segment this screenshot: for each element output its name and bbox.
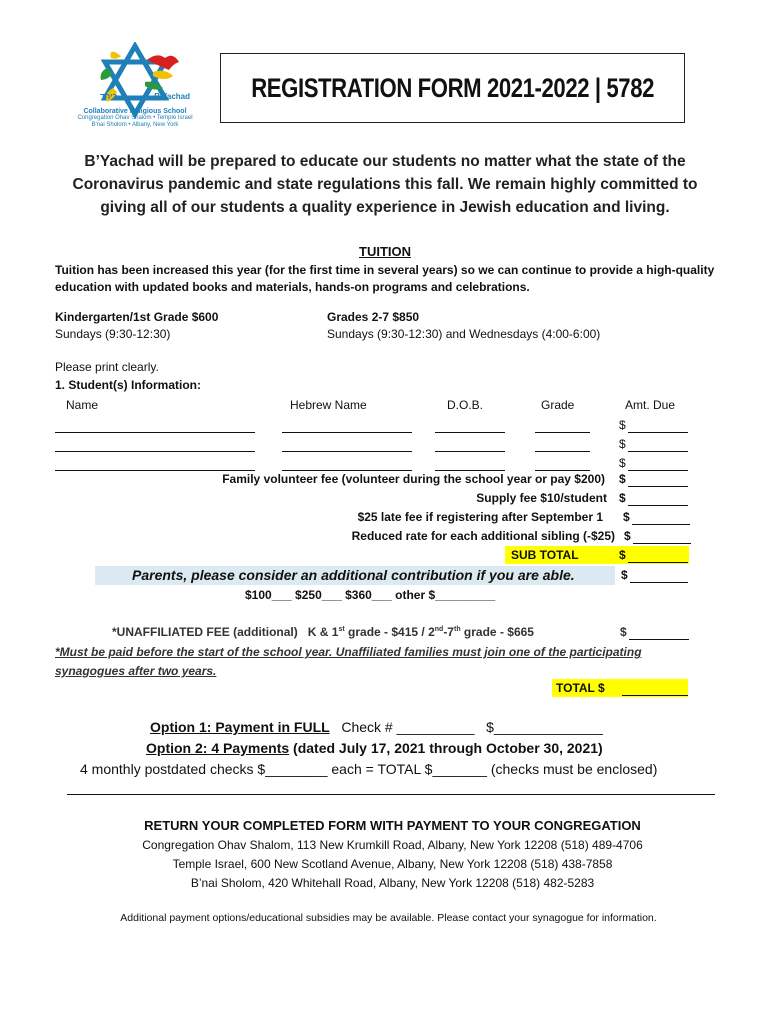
option-1-label: Option 1: Payment in FULL — [150, 719, 330, 735]
logo-caption — [60, 108, 210, 129]
congregation-ohav-shalom: Congregation Ohav Shalom, 113 New Krumkill Road, Albany, New York 12208 (518) 489-4706 — [142, 838, 643, 852]
col-grade: Grade — [541, 398, 575, 412]
form-title: REGISTRATION FORM 2021-2022 | 5782 — [251, 72, 654, 103]
student-1-grade-field[interactable] — [535, 432, 590, 433]
th-sup: th — [453, 626, 461, 633]
dash-text: -7 — [443, 625, 454, 639]
footer-note: Additional payment options/educational subsidies may be available. Please contact your synagogue for information. — [120, 912, 657, 924]
volunteer-dollar: $ — [619, 472, 626, 486]
subtotal-label: SUB TOTAL — [511, 548, 579, 562]
option-2-dates: (dated July 17, 2021 through October 30, 2021) — [289, 740, 603, 756]
logo-hebrew: ביחד — [100, 92, 118, 101]
logo-caption-line-1: Collaborative Religious School — [83, 108, 187, 115]
bnai-sholom: B’nai Sholom, 420 Whitehall Road, Albany, New York 12208 (518) 482-5283 — [190, 876, 595, 890]
student-1-amt-field[interactable] — [628, 432, 688, 433]
logo-caption-line-2: Congregation Ohav Shalom • Temple Israel — [77, 115, 193, 121]
subtotal-field[interactable] — [628, 562, 688, 563]
g27-time: Sundays (9:30-12:30) and Wednesdays (4:00-6:00) — [327, 327, 601, 341]
tuition-heading: TUITION — [359, 244, 411, 259]
col-amt-due: Amt. Due — [625, 398, 676, 412]
student-2-hebrew-field[interactable] — [282, 451, 412, 452]
tuition-text: Tuition has been increased this year (for the first time in several years) so we can continue to provide a high-quality education with updated books and materials, hands-on programs and celebrations. — [55, 263, 715, 294]
return-heading: RETURN YOUR COMPLETED FORM WITH PAYMENT TO YOUR CONGREGATION — [144, 818, 641, 833]
student-1-hebrew-field[interactable] — [282, 432, 412, 433]
volunteer-fee-field[interactable] — [628, 486, 688, 487]
st-sup: st — [338, 626, 345, 633]
student-2-amt-field[interactable] — [628, 451, 688, 452]
total-field[interactable] — [622, 695, 688, 696]
student-2-name-field[interactable] — [55, 451, 255, 452]
student-2-dob-field[interactable] — [435, 451, 505, 452]
sibling-rate-field[interactable] — [633, 543, 691, 544]
logo-caption-line-3: B'nai Sholom • Albany, New York — [91, 122, 179, 128]
student-3-name-field[interactable] — [55, 470, 255, 471]
unaffiliated-fee-label: *UNAFFILIATED FEE (additional) — [112, 625, 298, 639]
col-hebrew-name: Hebrew Name — [290, 398, 367, 412]
late-dollar: $ — [623, 510, 630, 524]
option-1-line — [150, 719, 603, 735]
student-3-hebrew-field[interactable] — [282, 470, 412, 471]
k1-grade-text: K & 1 — [307, 625, 339, 639]
section-divider — [67, 794, 715, 795]
logo-wordmark — [100, 92, 190, 101]
unaffiliated-fee-line — [112, 625, 534, 639]
sibling-rate-label: Reduced rate for each additional sibling (-$25) — [351, 529, 615, 543]
student-3-dollar: $ — [619, 456, 626, 470]
logo-name: B'Yachad — [154, 92, 190, 101]
option-1-fields[interactable]: Check # __________ $______________ — [329, 719, 603, 735]
contribution-dollar: $ — [621, 568, 628, 582]
student-1-dollar: $ — [619, 418, 626, 432]
temple-israel: Temple Israel, 600 New Scotland Avenue, Albany, New York 12208 (518) 438-7858 — [172, 857, 613, 871]
volunteer-fee-label: Family volunteer fee (volunteer during the school year or pay $200) — [222, 472, 605, 486]
option-2-label: Option 2: 4 Payments — [146, 740, 290, 756]
g27-title: Grades 2-7 $850 — [327, 310, 420, 324]
col-dob: D.O.B. — [447, 398, 484, 412]
late-fee-field[interactable] — [632, 524, 690, 525]
sibling-dollar: $ — [624, 529, 631, 543]
contribution-field[interactable] — [630, 582, 688, 583]
intro-statement: B’Yachad will be prepared to educate our students no matter what the state of the Coronavirus pandemic and state regulations this fall. We remain highly committed to giving all of our students a quality experience in Jewish education and living. — [72, 153, 698, 216]
student-2-dollar: $ — [619, 437, 626, 451]
student-1-dob-field[interactable] — [435, 432, 505, 433]
k1-time: Sundays (9:30-12:30) — [55, 327, 171, 341]
student-3-grade-field[interactable] — [535, 470, 590, 471]
total-label: TOTAL $ — [556, 681, 605, 695]
supply-fee-label: Supply fee $10/student — [476, 491, 607, 505]
student-3-amt-field[interactable] — [628, 470, 688, 471]
nd-sup: nd — [434, 626, 444, 633]
monthly-checks-line[interactable]: 4 monthly postdated checks $________ each = TOTAL $_______ (checks must be enclosed) — [80, 761, 658, 777]
supply-dollar: $ — [619, 491, 626, 505]
option-2-line — [146, 740, 603, 756]
contribution-text: Parents, please consider an additional contribution if you are able. — [132, 567, 575, 583]
unaffiliated-note: *Must be paid before the start of the school year. Unaffiliated families must join one of the participating synagogues after two years. — [55, 645, 642, 678]
subtotal-dollar: $ — [619, 548, 626, 562]
k1-title: Kindergarten/1st Grade $600 — [55, 310, 219, 324]
col-name: Name — [66, 398, 99, 412]
student-2-grade-field[interactable] — [535, 451, 590, 452]
title-box — [220, 53, 685, 123]
unaffiliated-field[interactable] — [629, 639, 689, 640]
contribution-options[interactable]: $100___ $250___ $360___ other $_________ — [245, 588, 496, 602]
unaffiliated-dollar: $ — [620, 625, 627, 639]
grade-b-text: grade - $665 — [460, 625, 534, 639]
supply-fee-field[interactable] — [628, 505, 688, 506]
grade-a-text: grade - $415 / 2 — [344, 625, 435, 639]
print-clearly: Please print clearly. — [55, 360, 159, 374]
late-fee-label: $25 late fee if registering after September 1 — [357, 510, 603, 524]
students-heading: 1. Student(s) Information: — [55, 378, 201, 392]
student-1-name-field[interactable] — [55, 432, 255, 433]
student-3-dob-field[interactable] — [435, 470, 505, 471]
